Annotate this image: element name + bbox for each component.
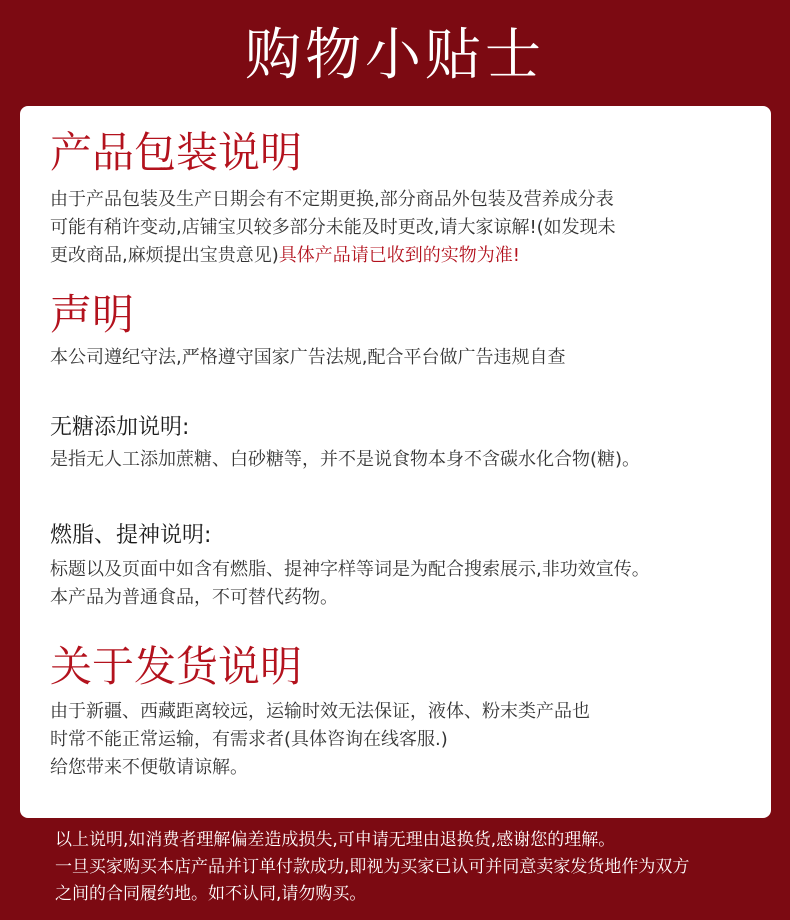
sugar-free-heading: 无糖添加说明: (50, 415, 190, 440)
packaging-highlight: 具体产品请已收到的实物为准! (278, 245, 520, 266)
packaging-heading: 产品包装说明 (50, 128, 303, 177)
fat-burning-heading: 燃脂、提神说明: (50, 523, 212, 548)
declaration-heading: 声明 (50, 290, 135, 339)
footer-note: 以上说明,如消费者理解偏差造成损失,可申请无理由退换货,感谢您的理解。 一旦买家购买本店产品并订单付款成功,即视为买家已认可并同意卖家发货地作为双方 之间的合同履约地。如不认同,请勿购买。 (55, 830, 690, 904)
packaging-body: 由于产品包装及生产日期会有不定期更换,部分商品外包装及营养成分表 可能有稍许变动,店铺宝贝较多部分未能及时更改,请大家谅解!(如发现未 更改商品,麻烦提出宝贵意见) (50, 189, 616, 266)
declaration-section (50, 288, 750, 372)
info-card (20, 106, 771, 818)
declaration-text: 本公司遵纪守法,严格遵守国家广告法规,配合平台做广告违规自查 (50, 347, 566, 368)
shipping-section (50, 640, 750, 782)
page-title: 购物小贴士 (245, 23, 545, 88)
packaging-text (50, 186, 750, 270)
packaging-section (50, 126, 750, 270)
shipping-text: 由于新疆、西藏距离较远，运输时效无法保证，液体、粉末类产品也 时常不能正常运输，有需求者(具体咨询在线客服.) 给您带来不便敬请谅解。 (50, 701, 590, 778)
fat-burning-section (50, 520, 750, 612)
shipping-heading: 关于发货说明 (50, 642, 303, 691)
sugar-free-text: 是指无人工添加蔗糖、白砂糖等，并不是说食物本身不含碳水化合物(糖)。 (50, 449, 641, 470)
fat-burning-text: 标题以及页面中如含有燃脂、提神字样等词是为配合搜索展示,非功效宣传。 本产品为普通食品，不可替代药物。 (50, 559, 650, 608)
sugar-free-section (50, 412, 750, 474)
